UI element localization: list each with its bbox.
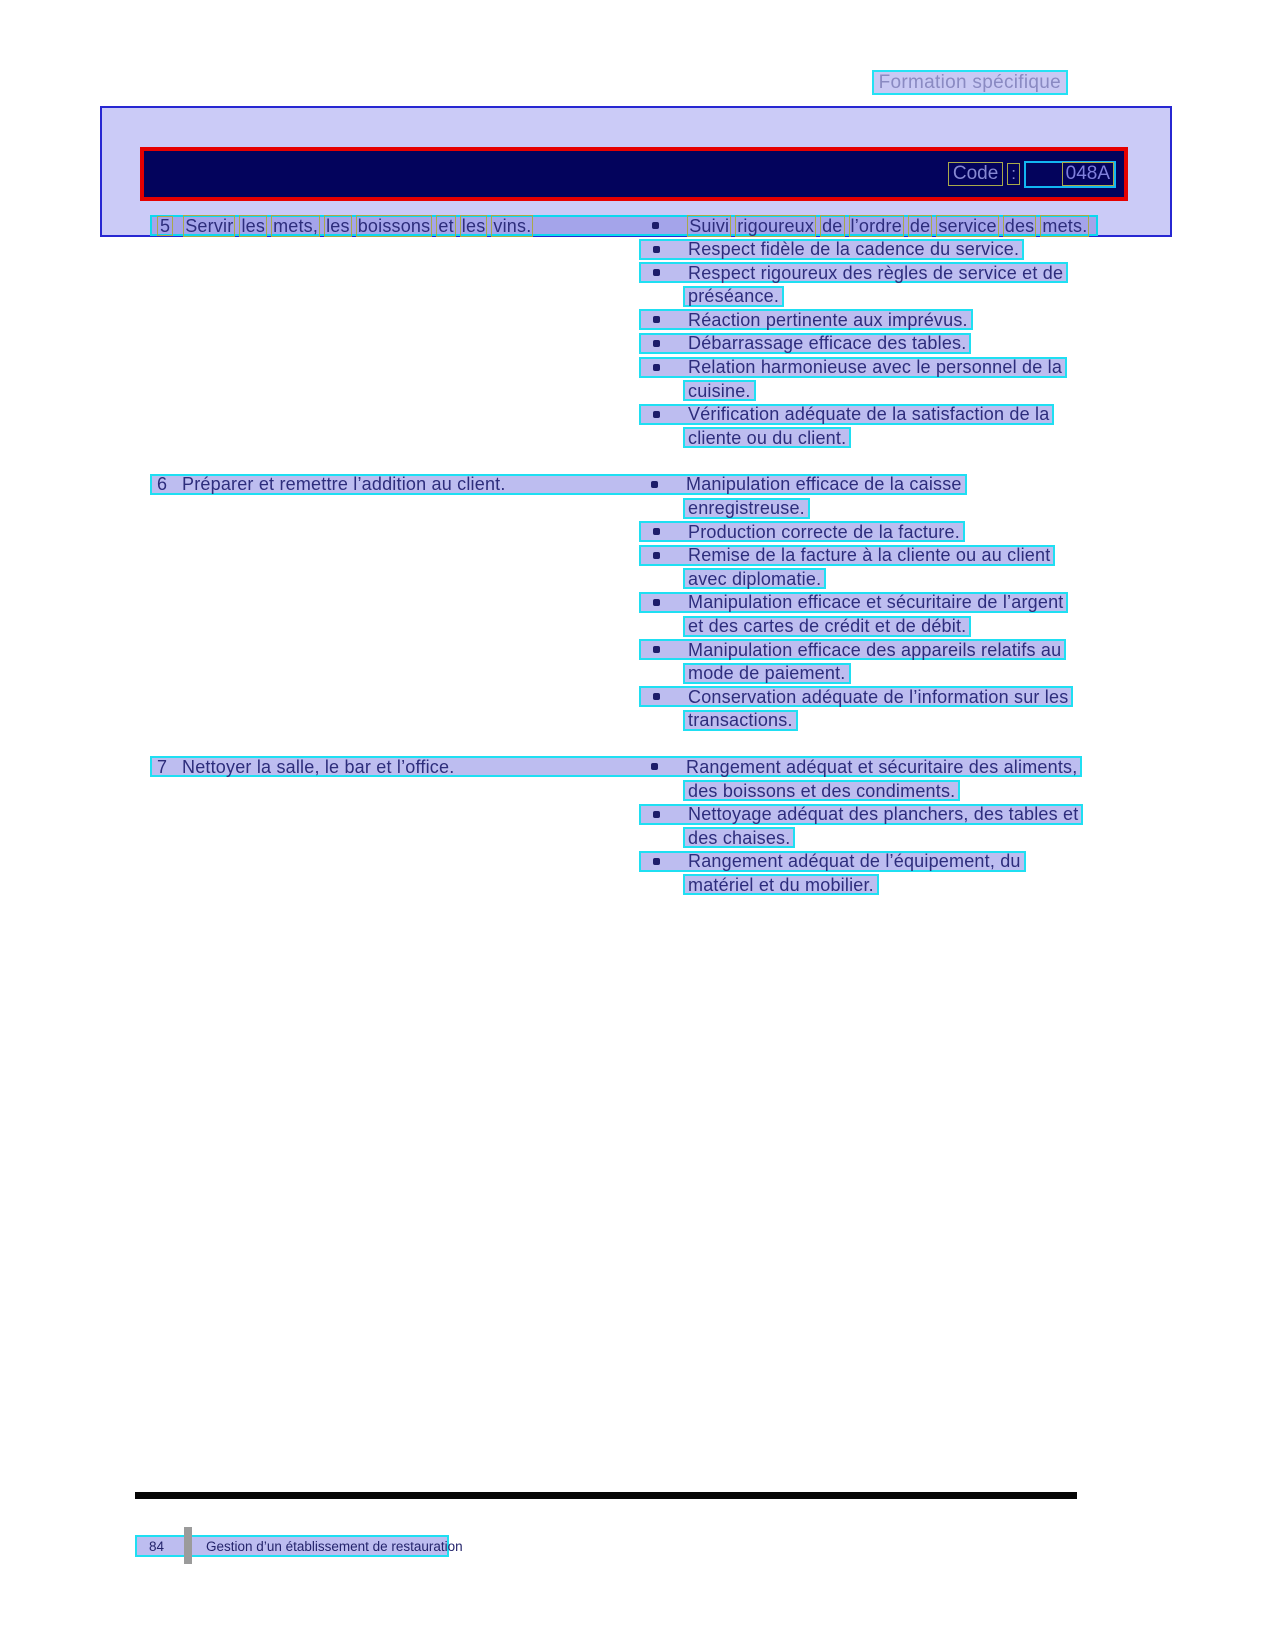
task-statement: Nettoyer la salle, le bar et l’office. xyxy=(182,756,455,777)
bullet-line: Respect fidèle de la cadence du service. xyxy=(688,239,1020,260)
bullet-row xyxy=(683,827,795,848)
task-number: 7 xyxy=(157,756,168,777)
bullet-row xyxy=(639,545,1055,566)
bullet-row xyxy=(639,333,971,354)
bullet-dot-icon xyxy=(644,364,688,371)
bullet-row xyxy=(683,380,756,401)
bullet-line: des chaises. xyxy=(688,827,791,848)
bullet-dot-icon xyxy=(644,811,688,818)
bullet-row xyxy=(639,521,965,542)
bullet-line: Remise de la facture à la cliente ou au client xyxy=(688,545,1051,566)
bullet-line: matériel et du mobilier. xyxy=(688,874,874,895)
bullet-line: transactions. xyxy=(688,710,793,731)
bullet-line: Vérification adéquate de la satisfaction de la xyxy=(688,404,1050,425)
group-gap xyxy=(150,451,1170,474)
bullet-line: Conservation adéquate de l’information sur les xyxy=(688,686,1069,707)
bullet-line: enregistreuse. xyxy=(688,498,805,519)
group-gap xyxy=(150,733,1170,756)
footer-divider xyxy=(184,1527,192,1564)
bullet-row xyxy=(683,780,960,801)
bullet-line: mode de paiement. xyxy=(688,663,846,684)
bullet-row xyxy=(683,616,971,637)
page-number: 84 xyxy=(149,1538,165,1554)
bullet-row xyxy=(683,568,826,589)
code-cluster xyxy=(948,160,1116,188)
bullet-dot-icon xyxy=(642,763,686,770)
bullet-row xyxy=(639,262,1068,283)
bullet-dot-icon xyxy=(644,340,688,347)
bullet-line: avec diplomatie. xyxy=(688,568,822,589)
footer-title: Gestion d’un établissement de restauration xyxy=(206,1538,463,1554)
bullet-line: Suivi rigoureux de l’ordre de service des mets. xyxy=(689,215,1088,236)
bullet-row xyxy=(683,427,851,448)
bullet-line: préséance. xyxy=(688,286,780,307)
code-separator: : xyxy=(1007,163,1020,185)
bullet-line: cuisine. xyxy=(688,380,751,401)
task-statement: Servir les mets, les boissons et les vins. xyxy=(185,215,532,236)
bullet-row xyxy=(639,357,1067,378)
bullet-dot-icon xyxy=(644,269,688,276)
header-label xyxy=(872,70,1068,95)
footer-rule xyxy=(135,1492,1077,1499)
bullet-line: Manipulation efficace des appareils relatifs au xyxy=(688,639,1062,660)
task-statement: Préparer et remettre l’addition au client. xyxy=(182,474,506,495)
task-row xyxy=(150,215,1098,236)
bullet-dot-icon xyxy=(644,411,688,418)
bullet-dot-icon xyxy=(644,646,688,653)
task-item-6 xyxy=(150,474,1170,734)
bullet-line: Rangement adéquat de l’équipement, du xyxy=(688,851,1021,872)
bullet-line: des boissons et des condiments. xyxy=(688,780,956,801)
bullet-row xyxy=(639,639,1066,660)
bullet-line: Nettoyage adéquat des planchers, des tables et xyxy=(688,804,1079,825)
header-label-text: Formation spécifique xyxy=(878,71,1061,93)
bullet-row xyxy=(639,309,973,330)
bullet-line: Production correcte de la facture. xyxy=(688,521,960,542)
task-number: 6 xyxy=(157,474,168,495)
bullet-row xyxy=(639,851,1026,872)
bullet-row xyxy=(683,874,879,895)
bullet-line: Rangement adéquat et sécuritaire des aliments, xyxy=(686,756,1078,777)
bullet-dot-icon xyxy=(642,481,686,488)
bullet-line: Respect rigoureux des règles de service et de xyxy=(688,262,1064,283)
title-banner xyxy=(140,147,1128,201)
bullet-row xyxy=(683,663,851,684)
task-number: 5 xyxy=(157,216,173,236)
task-item-7 xyxy=(150,756,1170,898)
task-list xyxy=(150,215,1170,898)
bullet-line: et des cartes de crédit et de débit. xyxy=(688,616,967,636)
bullet-dot-icon xyxy=(644,316,688,323)
bullet-row xyxy=(683,710,798,731)
bullet-dot-icon xyxy=(644,693,688,700)
bullet-dot-icon xyxy=(644,528,688,535)
bullet-dot-icon xyxy=(643,222,687,229)
bullet-row xyxy=(639,686,1073,707)
bullet-line: Manipulation efficace de la caisse xyxy=(686,474,962,495)
code-value: 048A xyxy=(1062,162,1114,186)
bullet-dot-icon xyxy=(644,552,688,559)
bullet-dot-icon xyxy=(644,599,688,606)
code-field xyxy=(1024,161,1116,188)
bullet-dot-icon xyxy=(644,246,688,253)
task-item-5 xyxy=(150,215,1170,451)
bullet-line: Manipulation efficace et sécuritaire de l’argent xyxy=(688,592,1064,613)
task-row xyxy=(150,474,967,495)
bullet-dot-icon xyxy=(644,858,688,865)
bullet-row xyxy=(683,498,810,519)
task-row xyxy=(150,756,1082,777)
bullet-line: Relation harmonieuse avec le personnel de la xyxy=(688,357,1063,378)
bullet-line: Réaction pertinente aux imprévus. xyxy=(688,309,968,330)
bullet-row xyxy=(683,286,784,307)
bullet-row xyxy=(639,239,1024,260)
footer xyxy=(135,1535,463,1557)
bullet-row xyxy=(639,592,1068,613)
code-label: Code xyxy=(948,162,1003,186)
bullet-row xyxy=(639,804,1083,825)
bullet-line: Débarrassage efficace des tables. xyxy=(688,333,967,354)
bullet-row xyxy=(639,404,1054,425)
bullet-line: cliente ou du client. xyxy=(688,427,847,448)
